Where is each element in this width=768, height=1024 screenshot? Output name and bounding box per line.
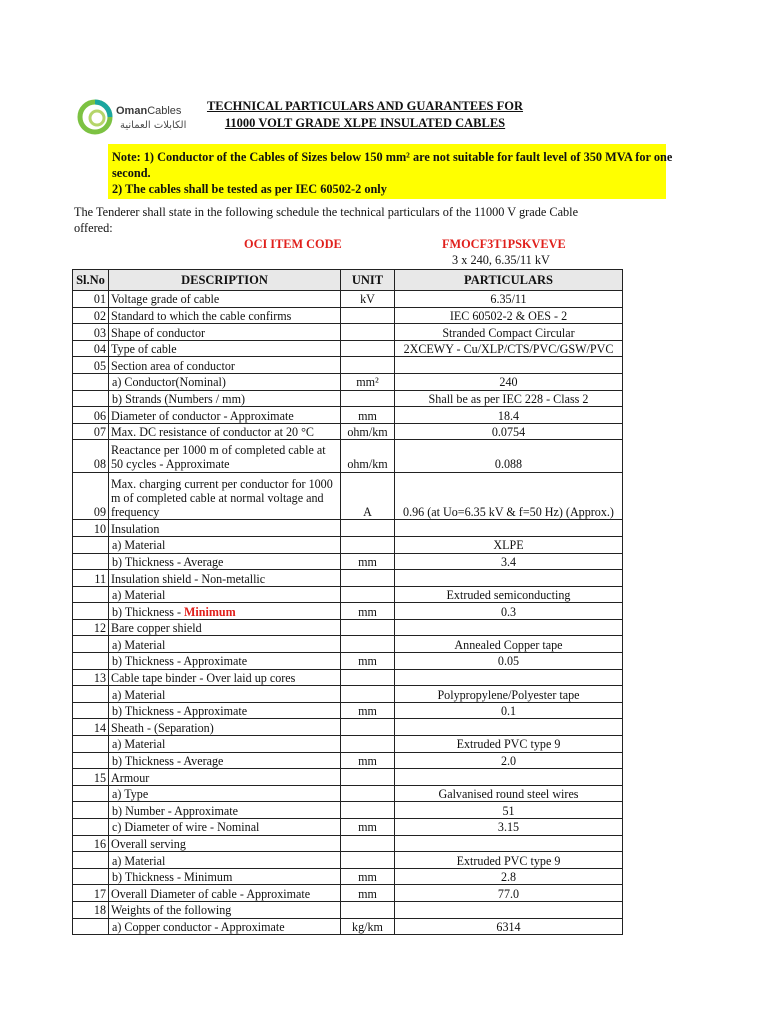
table-row	[73, 440, 623, 472]
sl-no-cell: 01	[73, 291, 109, 308]
description-text: Reactance per 1000 m of completed cable at 50 cycles - Approximate	[111, 443, 326, 472]
sl-no-cell: 05	[73, 357, 109, 374]
technical-particulars-table	[72, 269, 623, 935]
description-text: b) Strands (Numbers / mm)	[112, 391, 246, 406]
table-row	[73, 852, 623, 869]
sl-no-cell: 15	[73, 769, 109, 786]
table-row	[73, 719, 623, 736]
description-text: Armour	[111, 770, 150, 785]
unit-cell	[341, 852, 395, 869]
particulars-cell: 18.4	[395, 407, 623, 424]
unit-cell: ohm/km	[341, 440, 395, 472]
particulars-cell: 6314	[395, 918, 623, 935]
unit-cell: kg/km	[341, 918, 395, 935]
unit-cell	[341, 636, 395, 653]
table-row	[73, 307, 623, 324]
table-row	[73, 736, 623, 753]
description-text: Overall Diameter of cable - Approximate	[111, 886, 311, 901]
particulars-cell: IEC 60502-2 & OES - 2	[395, 307, 623, 324]
particulars-cell	[395, 570, 623, 587]
particulars-cell: 2.0	[395, 752, 623, 769]
description-cell	[109, 536, 341, 553]
particulars-cell: 2.8	[395, 868, 623, 885]
unit-cell	[341, 536, 395, 553]
document-title-line2: 11000 VOLT GRADE XLPE INSULATED CABLES	[224, 116, 506, 130]
unit-cell: mm	[341, 407, 395, 424]
description-cell	[109, 736, 341, 753]
table-row	[73, 669, 623, 686]
particulars-cell	[395, 769, 623, 786]
description-text: a) Material	[112, 853, 166, 868]
description-text: b) Thickness -	[112, 604, 184, 619]
sl-no-cell	[73, 390, 109, 407]
header-sl-no: Sl.No	[73, 270, 109, 291]
description-text: Weights of the following	[111, 903, 232, 918]
description-text: b) Thickness - Minimum	[112, 870, 233, 885]
particulars-cell	[395, 669, 623, 686]
description-cell	[109, 868, 341, 885]
particulars-cell	[395, 835, 623, 852]
particulars-cell: 0.3	[395, 603, 623, 620]
sl-no-cell	[73, 603, 109, 620]
sl-no-cell: 04	[73, 340, 109, 357]
cable-size: 3 x 240, 6.35/11 kV	[452, 253, 550, 267]
description-text: Cable tape binder - Over laid up cores	[111, 671, 296, 686]
description-cell	[109, 702, 341, 719]
unit-cell	[341, 390, 395, 407]
description-highlight: Minimum	[184, 604, 236, 619]
description-cell	[109, 901, 341, 918]
table-row	[73, 769, 623, 786]
unit-cell	[341, 669, 395, 686]
table-row	[73, 373, 623, 390]
description-text: b) Thickness - Approximate	[112, 654, 248, 669]
description-cell	[109, 719, 341, 736]
sl-no-cell: 16	[73, 835, 109, 852]
item-code-value: FMOCF3T1PSKVEVE	[442, 237, 566, 251]
logo-rings-icon	[76, 98, 114, 136]
description-cell	[109, 819, 341, 836]
particulars-cell: Polypropylene/Polyester tape	[395, 686, 623, 703]
particulars-cell: XLPE	[395, 536, 623, 553]
table-row	[73, 785, 623, 802]
description-cell	[109, 324, 341, 341]
description-cell	[109, 307, 341, 324]
description-cell	[109, 918, 341, 935]
table-row	[73, 702, 623, 719]
table-row	[73, 686, 623, 703]
description-text: a) Material	[112, 737, 166, 752]
particulars-cell: 240	[395, 373, 623, 390]
description-cell	[109, 686, 341, 703]
particulars-cell: 0.088	[395, 440, 623, 472]
description-text: Shape of conductor	[111, 325, 206, 340]
sl-no-cell: 03	[73, 324, 109, 341]
sl-no-cell: 06	[73, 407, 109, 424]
description-cell	[109, 553, 341, 570]
header-description: DESCRIPTION	[109, 270, 341, 291]
description-cell	[109, 291, 341, 308]
description-cell	[109, 390, 341, 407]
description-text: c) Diameter of wire - Nominal	[112, 820, 260, 835]
particulars-cell: Shall be as per IEC 228 - Class 2	[395, 390, 623, 407]
sl-no-cell	[73, 918, 109, 935]
particulars-cell	[395, 719, 623, 736]
description-text: a) Copper conductor - Approximate	[112, 919, 285, 934]
note-line-1: Note: 1) Conductor of the Cables of Sizes below 150 mm² are not suitable for fault level of 350 MVA for one	[112, 150, 673, 164]
table-row	[73, 918, 623, 935]
sl-no-cell	[73, 802, 109, 819]
table-row	[73, 407, 623, 424]
sl-no-cell: 09	[73, 472, 109, 520]
sl-no-cell	[73, 586, 109, 603]
table-row	[73, 390, 623, 407]
description-cell	[109, 769, 341, 786]
description-text: b) Number - Approximate	[112, 803, 238, 818]
description-text: a) Material	[112, 687, 166, 702]
description-cell	[109, 520, 341, 537]
description-text: Diameter of conductor - Approximate	[111, 408, 294, 423]
table-row	[73, 536, 623, 553]
unit-cell: mm	[341, 819, 395, 836]
sl-no-cell	[73, 819, 109, 836]
particulars-cell	[395, 619, 623, 636]
table-row	[73, 291, 623, 308]
description-cell	[109, 785, 341, 802]
sl-no-cell	[73, 736, 109, 753]
sl-no-cell: 14	[73, 719, 109, 736]
description-text: Overall serving	[111, 837, 186, 851]
document-title-line1: TECHNICAL PARTICULARS AND GUARANTEES FOR	[206, 99, 524, 113]
description-text: b) Thickness - Approximate	[112, 704, 248, 719]
description-text: Type of cable	[111, 342, 177, 357]
sl-no-cell	[73, 636, 109, 653]
table-row	[73, 653, 623, 670]
sl-no-cell	[73, 536, 109, 553]
particulars-cell: 6.35/11	[395, 291, 623, 308]
particulars-cell: 0.0754	[395, 423, 623, 440]
table-row	[73, 357, 623, 374]
description-cell	[109, 357, 341, 374]
table-row	[73, 752, 623, 769]
description-text: a) Material	[112, 538, 166, 553]
table-row	[73, 340, 623, 357]
table-row	[73, 324, 623, 341]
table-row	[73, 570, 623, 587]
description-text: Standard to which the cable confirms	[111, 308, 292, 323]
unit-cell	[341, 686, 395, 703]
description-cell	[109, 835, 341, 852]
table-row	[73, 520, 623, 537]
logo-arabic-text: الكابلات العمانية	[120, 120, 187, 131]
description-cell	[109, 653, 341, 670]
unit-cell	[341, 719, 395, 736]
particulars-cell: Extruded semiconducting	[395, 586, 623, 603]
table-row	[73, 553, 623, 570]
description-cell	[109, 570, 341, 587]
note-line-3: 2) The cables shall be tested as per IEC 60502-2 only	[112, 182, 387, 196]
description-text: b) Thickness - Average	[112, 554, 224, 569]
description-text: a) Conductor(Nominal)	[112, 375, 226, 390]
unit-cell: mm	[341, 752, 395, 769]
table-row	[73, 603, 623, 620]
unit-cell	[341, 586, 395, 603]
sl-no-cell: 18	[73, 901, 109, 918]
description-text: Sheath - (Separation)	[111, 720, 214, 735]
unit-cell: mm	[341, 653, 395, 670]
table-row	[73, 885, 623, 902]
unit-cell	[341, 736, 395, 753]
sl-no-cell: 08	[73, 440, 109, 472]
unit-cell: ohm/km	[341, 423, 395, 440]
intro-line-1: The Tenderer shall state in the following schedule the technical particulars of the 11000 V grade Cable	[74, 205, 579, 219]
description-text: Bare copper shield	[111, 621, 202, 636]
unit-cell	[341, 769, 395, 786]
unit-cell	[341, 520, 395, 537]
particulars-cell	[395, 901, 623, 918]
table-row	[73, 423, 623, 440]
description-text: Max. DC resistance of conductor at 20 °C	[111, 425, 314, 440]
logo-text: OmanCables	[116, 105, 182, 117]
sl-no-cell	[73, 752, 109, 769]
description-cell	[109, 619, 341, 636]
sl-no-cell	[73, 373, 109, 390]
description-cell	[109, 586, 341, 603]
sl-no-cell	[73, 553, 109, 570]
particulars-cell: 51	[395, 802, 623, 819]
unit-cell	[341, 357, 395, 374]
table-row	[73, 901, 623, 918]
table-row	[73, 636, 623, 653]
sl-no-cell: 17	[73, 885, 109, 902]
particulars-cell: 3.15	[395, 819, 623, 836]
particulars-cell: 0.96 (at Uo=6.35 kV & f=50 Hz) (Approx.)	[395, 472, 623, 520]
table-row	[73, 619, 623, 636]
sl-no-cell	[73, 686, 109, 703]
description-text: Insulation	[111, 521, 160, 536]
sl-no-cell: 12	[73, 619, 109, 636]
unit-cell: mm²	[341, 373, 395, 390]
description-text: Max. charging current per conductor for 1000 m of completed cable at normal voltage and frequency	[111, 476, 333, 520]
sl-no-cell: 02	[73, 307, 109, 324]
unit-cell	[341, 785, 395, 802]
particulars-cell	[395, 520, 623, 537]
description-cell	[109, 407, 341, 424]
description-text: a) Material	[112, 637, 166, 652]
description-cell	[109, 636, 341, 653]
unit-cell: kV	[341, 291, 395, 308]
item-code-label: OCI ITEM CODE	[244, 237, 342, 251]
particulars-cell: Extruded PVC type 9	[395, 852, 623, 869]
description-cell	[109, 603, 341, 620]
sl-no-cell	[73, 852, 109, 869]
sl-no-cell	[73, 868, 109, 885]
description-cell	[109, 472, 341, 520]
sl-no-cell: 13	[73, 669, 109, 686]
description-text: Voltage grade of cable	[111, 292, 220, 307]
description-cell	[109, 885, 341, 902]
particulars-cell	[395, 357, 623, 374]
unit-cell	[341, 307, 395, 324]
description-text: b) Thickness - Average	[112, 754, 224, 769]
particulars-cell: Stranded Compact Circular	[395, 324, 623, 341]
sl-no-cell	[73, 785, 109, 802]
description-text: a) Type	[112, 787, 149, 802]
description-cell	[109, 802, 341, 819]
description-cell	[109, 852, 341, 869]
sl-no-cell	[73, 702, 109, 719]
table-row	[73, 868, 623, 885]
description-cell	[109, 669, 341, 686]
unit-cell	[341, 324, 395, 341]
note-line-2: second.	[112, 166, 151, 180]
unit-cell	[341, 901, 395, 918]
particulars-cell: Extruded PVC type 9	[395, 736, 623, 753]
unit-cell	[341, 802, 395, 819]
description-cell	[109, 752, 341, 769]
unit-cell	[341, 570, 395, 587]
header-unit: UNIT	[341, 270, 395, 291]
table-row	[73, 835, 623, 852]
table-row	[73, 586, 623, 603]
unit-cell: mm	[341, 553, 395, 570]
particulars-cell: 77.0	[395, 885, 623, 902]
particulars-cell: 2XCEWY - Cu/XLP/CTS/PVC/GSW/PVC	[395, 340, 623, 357]
unit-cell	[341, 340, 395, 357]
table-row	[73, 819, 623, 836]
description-text: Section area of conductor	[111, 358, 235, 373]
sl-no-cell: 11	[73, 570, 109, 587]
unit-cell: mm	[341, 868, 395, 885]
description-text: Insulation shield - Non-metallic	[111, 571, 266, 586]
unit-cell: A	[341, 472, 395, 520]
sl-no-cell	[73, 653, 109, 670]
unit-cell	[341, 835, 395, 852]
description-cell	[109, 373, 341, 390]
unit-cell	[341, 619, 395, 636]
particulars-cell: Galvanised round steel wires	[395, 785, 623, 802]
intro-line-2: offered:	[74, 221, 113, 235]
table-row	[73, 472, 623, 520]
sl-no-cell: 10	[73, 520, 109, 537]
unit-cell: mm	[341, 885, 395, 902]
description-cell	[109, 440, 341, 472]
particulars-cell: 0.05	[395, 653, 623, 670]
description-text: a) Material	[112, 588, 166, 603]
description-cell	[109, 340, 341, 357]
description-cell	[109, 423, 341, 440]
table-row	[73, 802, 623, 819]
table-header-row	[73, 270, 623, 291]
particulars-cell: 0.1	[395, 702, 623, 719]
particulars-cell: Annealed Copper tape	[395, 636, 623, 653]
particulars-cell: 3.4	[395, 553, 623, 570]
sl-no-cell: 07	[73, 423, 109, 440]
unit-cell: mm	[341, 603, 395, 620]
header-particulars: PARTICULARS	[395, 270, 623, 291]
unit-cell: mm	[341, 702, 395, 719]
